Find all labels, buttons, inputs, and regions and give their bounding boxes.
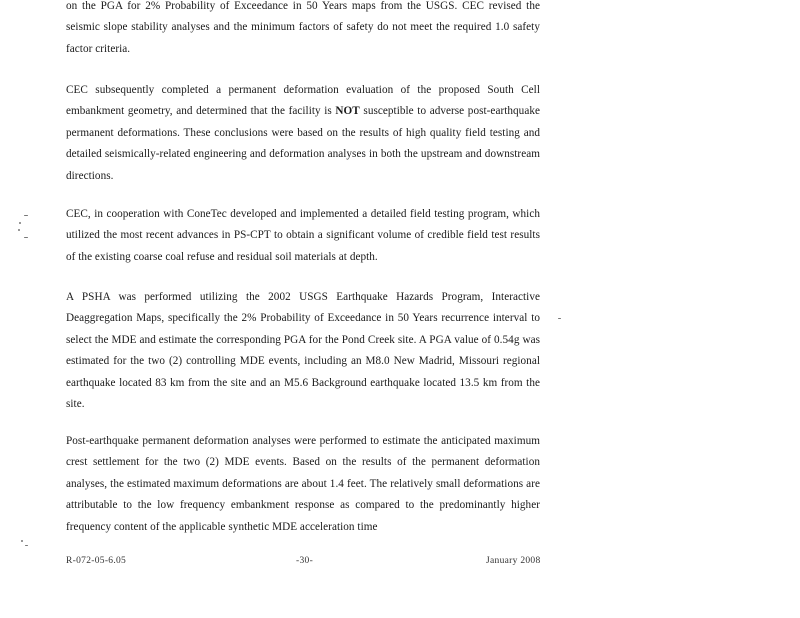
paragraph-psha: A PSHA was performed utilizing the 2002 USGS Earthquake Hazards Program, Interactive Deaggregation Maps, specifically the 2% Probability of Exceedance in 50 Years recurrence interval to select the MDE and estimate the corresponding PGA for the Pond Creek site. A PGA value of 0.54g was estimated for the two (2) controlling MDE events, including an M8.0 New Madrid, Missouri regional earthquake located 83 km from the site and an M5.6 Background earthquake located 13.5 km from the site. — [66, 291, 540, 411]
footer-page-number: -30- — [296, 556, 314, 566]
footer-date: January 2008 — [486, 556, 541, 566]
scan-speck — [19, 222, 21, 224]
scan-speck — [18, 229, 20, 231]
paragraph-post-earthquake-analyses: Post-earthquake permanent deformation analyses were performed to estimate the anticipated maximum crest settlement for the two (2) MDE events. Based on the results of the permanent deformation analyses, the estimated maximum deformations are about 1.4 feet. The relatively small deformations are attributable to the low frequency embankment response as compared to the predominantly higher frequency content of the applicable synthetic MDE acceleration time — [66, 435, 540, 533]
scan-speck — [24, 215, 28, 216]
scan-speck — [558, 318, 561, 319]
scan-speck — [25, 545, 28, 546]
paragraph-segment: CEC subsequently completed a permanent deformation evaluation of the proposed South Cell embankment geometry, and determined that the facility is — [66, 84, 540, 118]
scan-speck — [21, 540, 23, 542]
paragraph-permanent-deformation-evaluation — [66, 80, 540, 187]
paragraph-field-testing-program: CEC, in cooperation with ConeTec developed and implemented a detailed field testing program, which utilized the most recent advances in PS-CPT to obtain a significant volume of credible field test results of the existing coarse coal refuse and residual soil materials at depth. — [66, 208, 540, 263]
paragraph-pga-revision: on the PGA for 2% Probability of Exceedance in 50 Years maps from the USGS. CEC revised the seismic slope stability analyses and the minimum factors of safety do not meet the required 1.0 safety factor criteria. — [66, 0, 540, 55]
paragraph-segment: susceptible to adverse post-earthquake permanent deformations. These conclusions were based on the results of high quality field testing and detailed seismically-related engineering and deformation analyses in both the upstream and downstream directions. — [66, 105, 540, 182]
footer-document-number: R-072-05-6.05 — [66, 556, 127, 566]
emphasis-not: NOT — [335, 105, 360, 118]
scan-speck — [24, 237, 28, 238]
